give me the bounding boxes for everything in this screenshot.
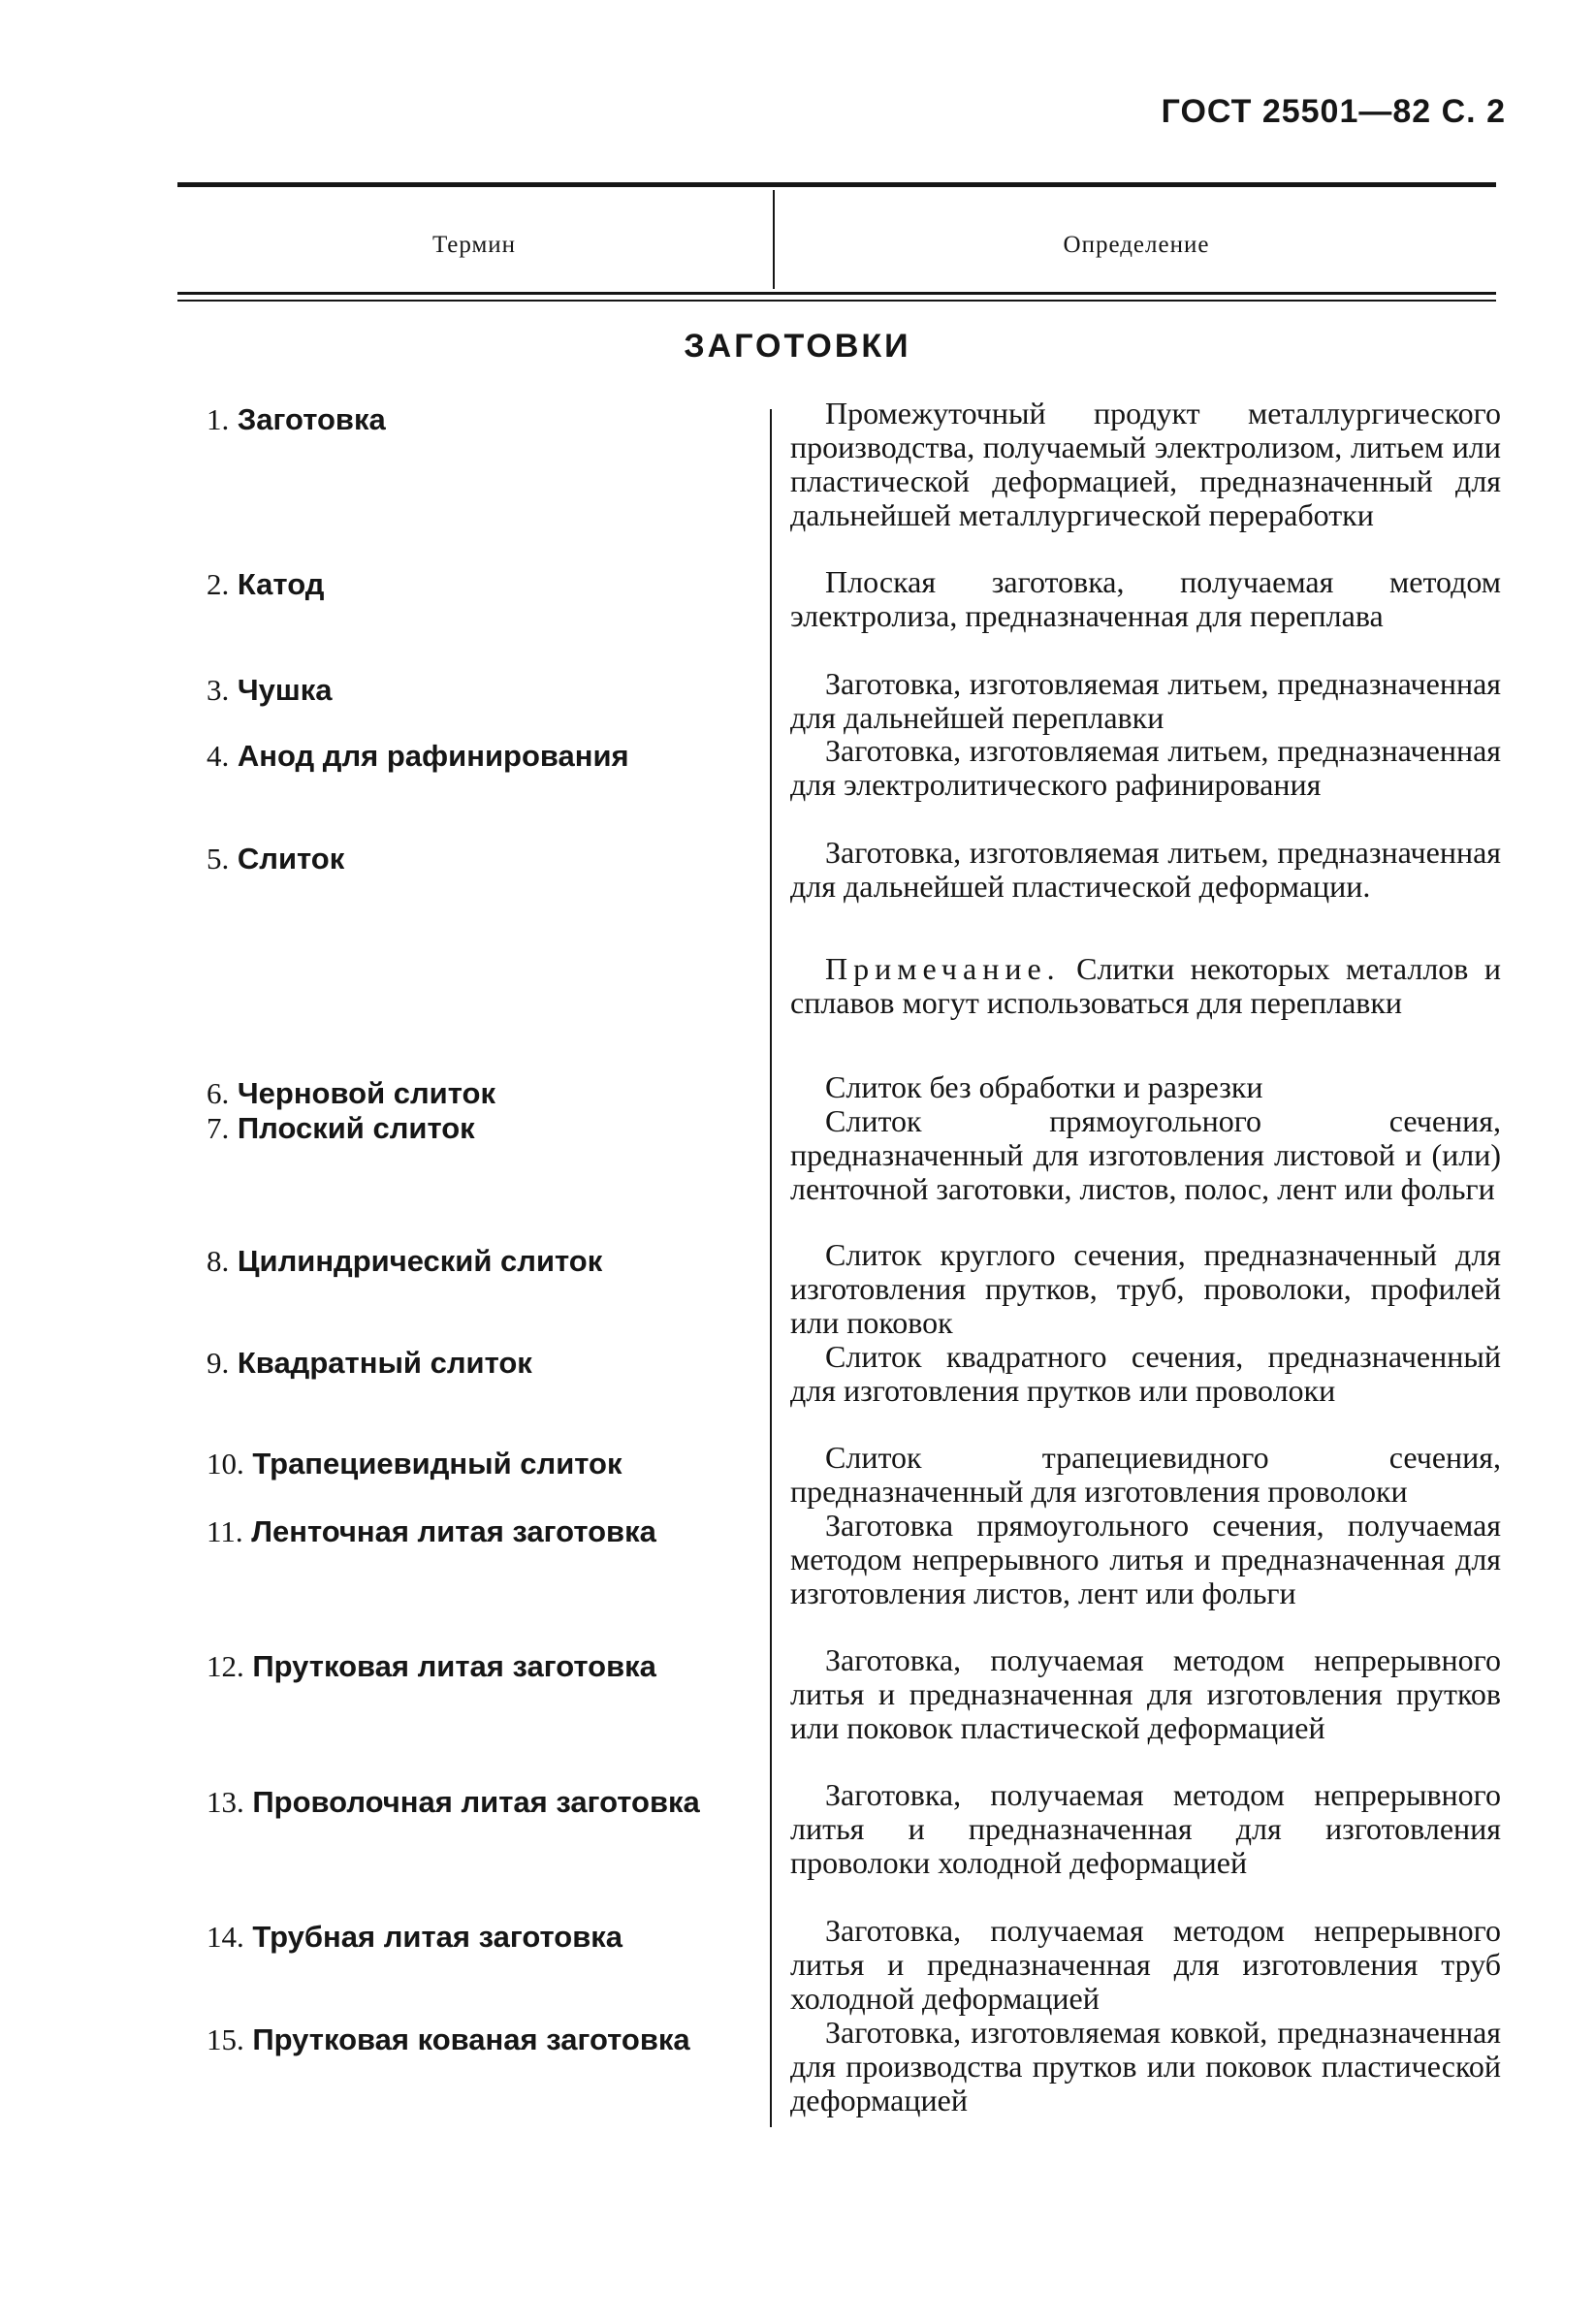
definition-text: Заготовка, получаемая методом непрерывного литья и предназначенная для изготовления прутков или поковок пластической деформацией [790, 1642, 1501, 1745]
term-number: 5. [207, 842, 230, 875]
definition-text: Заготовка, получаемая методом непрерывного литья и предназначенная для изготовления труб холодной деформацией [790, 1913, 1501, 2016]
header-column-divider [773, 190, 775, 289]
header-bottom-rule [177, 292, 1496, 295]
term-number: 1. [207, 402, 230, 436]
term-number: 4. [207, 739, 230, 773]
definition-text: Слиток квадратного сечения, предназначенный для изготовления прутков или проволоки [790, 1339, 1501, 1408]
term-entry [207, 402, 750, 437]
term-text: Цилиндрический слиток [237, 1244, 603, 1278]
term-number: 11. [207, 1514, 243, 1548]
definition-text: Слиток без обработки и разрезки [825, 1069, 1263, 1104]
term-entry [207, 1514, 750, 1549]
term-text: Прутковая кованая заготовка [252, 2022, 690, 2056]
term-entry [207, 1076, 750, 1111]
term-number: 13. [207, 1785, 244, 1819]
term-text: Катод [237, 567, 325, 601]
term-text: Чушка [237, 673, 333, 707]
term-number: 14. [207, 1920, 244, 1954]
term-entry [207, 739, 750, 774]
term-text: Заготовка [237, 402, 386, 436]
term-entry [207, 1447, 750, 1481]
term-number: 9. [207, 1346, 230, 1380]
definition-text: Слиток круглого сечения, предназначенный для изготовления прутков, труб, проволоки, профилей или поковок [790, 1237, 1501, 1340]
term-number: 7. [207, 1111, 230, 1145]
definition-text: Промежуточный продукт металлургического производства, получаемый электролизом, литьем или пластической деформацией, предназначенный для дальнейшей металлургической переработки [790, 396, 1501, 532]
term-entry [207, 842, 750, 876]
header-bottom-rule-thin [177, 300, 1496, 302]
definition-text: Заготовка, изготовляемая ковкой, предназначенная для производства прутков или поковок пластической деформацией [790, 2015, 1501, 2117]
document-header: ГОСТ 25501—82 С. 2 [1161, 93, 1506, 130]
definition-text: Заготовка, получаемая методом непрерывного литья и предназначенная для изготовления проволоки холодной деформацией [790, 1777, 1501, 1880]
term-text: Черновой слиток [237, 1076, 495, 1110]
term-entry [207, 1346, 750, 1381]
table-top-rule [177, 182, 1496, 187]
section-title: ЗАГОТОВКИ [684, 328, 911, 365]
term-entry [207, 1649, 750, 1684]
definition-text: Заготовка, изготовляемая литьем, предназначенная для дальнейшей пластической деформации. [790, 835, 1501, 904]
term-number: 3. [207, 673, 230, 707]
term-entry [177, 2022, 720, 2057]
term-entry [177, 1785, 720, 1820]
column-header-definition: Определение [1063, 232, 1210, 258]
definition-text: Заготовка, изготовляемая литьем, предназначенная для электролитического рафинирования [790, 733, 1501, 802]
term-number: 6. [207, 1076, 230, 1110]
definition-text: Плоская заготовка, получаемая методом электролиза, предназначенная для переплава [790, 564, 1501, 633]
note-label: Примечание. [825, 951, 1061, 986]
term-number: 8. [207, 1244, 230, 1278]
term-text: Слиток [237, 842, 345, 875]
term-entry [207, 1920, 750, 1955]
term-number: 15. [207, 2022, 244, 2056]
term-text: Анод для рафинирования [237, 739, 629, 773]
term-entry [207, 567, 750, 602]
term-number: 10. [207, 1447, 244, 1480]
column-header-term: Термин [431, 232, 517, 258]
term-number: 12. [207, 1649, 244, 1683]
term-text: Трубная литая заготовка [252, 1920, 623, 1954]
term-entry [207, 1244, 750, 1279]
term-text: Трапециевидный слиток [252, 1447, 622, 1480]
definition-text: Слиток трапециевидного сечения, предназначенный для изготовления проволоки [790, 1440, 1501, 1509]
term-number: 2. [207, 567, 230, 601]
definition-text: Заготовка прямоугольного сечения, получаемая методом непрерывного литья и предназначенная для изготовления листов, лент или фольги [790, 1508, 1501, 1610]
note-body: Слитки некоторых металлов и сплавов могут использоваться для переплавки [790, 951, 1502, 1020]
term-text: Квадратный слиток [237, 1346, 532, 1380]
term-text: Прутковая литая заготовка [252, 1649, 656, 1683]
definition-text: Заготовка, изготовляемая литьем, предназначенная для дальнейшей переплавки [790, 666, 1501, 735]
term-entry [207, 1111, 750, 1146]
term-entry [207, 673, 750, 708]
definition-text: Слиток прямоугольного сечения, предназначенный для изготовления листовой и (или) ленточной заготовки, листов, полос, лент или фольги [790, 1103, 1501, 1206]
column-divider [770, 409, 772, 2127]
term-text: Плоский слиток [237, 1111, 475, 1145]
term-text: Ленточная литая заготовка [251, 1514, 656, 1548]
term-text: Проволочная литая заготовка [252, 1785, 700, 1819]
note-text [790, 952, 1501, 1020]
